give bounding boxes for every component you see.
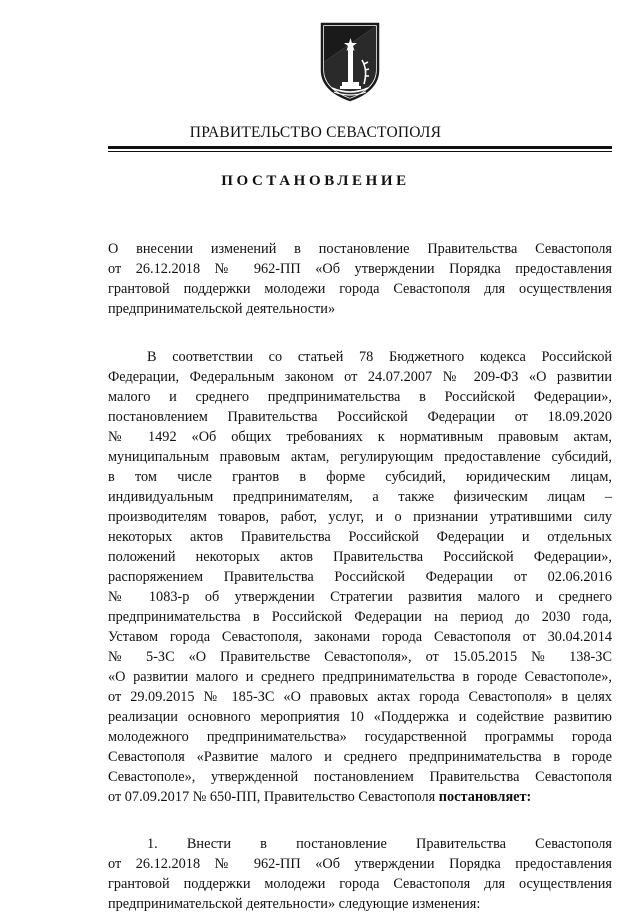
document-type: ПОСТАНОВЛЕНИЕ — [221, 173, 410, 189]
preamble-line: Федерации, Федеральным законом от 24.07.2007 № 209-ФЗ «О развитии — [108, 369, 612, 385]
preamble-line: постановлением Правительства Российской Федерации от 18.09.2020 — [108, 409, 612, 425]
preamble-line: № 1492 «Об общих требованиях к нормативным правовым актам, — [108, 429, 612, 445]
preamble-final-text: от 07.09.2017 № 650-ПП, Правительство Севастополя — [108, 789, 436, 805]
resolves-word: постановляет: — [438, 789, 532, 805]
preamble-final-line — [108, 787, 612, 807]
title-line: О внесении изменений в постановление Правительства Севастополя — [108, 241, 612, 257]
preamble-line: предпринимательства в Российской Федерации на период до 2030 года, — [108, 609, 612, 625]
preamble-line: Уставом города Севастополя, законами города Севастополя от 30.04.2014 — [108, 629, 612, 645]
preamble-line: реализации основного мероприятия 10 «Поддержка и содействие развитию — [108, 709, 612, 725]
preamble-line: индивидуальным предпринимателям, а также физическим лицам – — [108, 489, 612, 505]
preamble-line: в том числе грантов в форме субсидий, юридическим лицам, — [108, 469, 612, 485]
item-1-line: от 26.12.2018 № 962-ПП «Об утверждении Порядка предоставления — [108, 856, 612, 872]
preamble-line: муниципальным правовым актам, регулирующим предоставление субсидий, — [108, 449, 612, 465]
preamble-line: распоряжением Правительства Российской Федерации от 02.06.2016 — [108, 569, 612, 585]
preamble-line: положений некоторых актов Правительства Российской Федерации», — [108, 549, 612, 565]
preamble-line: Севастополе», утвержденной постановлением Правительства Севастополя — [108, 769, 612, 785]
item-1-line: 1. Внести в постановление Правительства Севастополя — [147, 836, 612, 852]
preamble-line: малого и среднего предпринимательства в Российской Федерации», — [108, 389, 612, 405]
preamble-line: Севастополя «Развитие малого и среднего предпринимательства в городе — [108, 749, 612, 765]
item-1-line: предпринимательской деятельности» следующие изменения: — [108, 896, 481, 912]
preamble-line: № 5-ЗС «О Правительстве Севастополя», от 15.05.2015 № 138-ЗС — [108, 649, 612, 665]
preamble-line: В соответствии со статьей 78 Бюджетного кодекса Российской — [147, 349, 612, 365]
title-line: грантовой поддержки молодежи города Севастополя для осуществления — [108, 281, 612, 297]
header-divider-thin — [108, 151, 612, 152]
preamble-line: № 1083-р об утверждении Стратегии развития малого и среднего — [108, 589, 612, 605]
preamble-line: молодежного предпринимательства» государственной программы города — [108, 729, 612, 745]
item-1-line: грантовой поддержки молодежи города Севастополя для осуществления — [108, 876, 612, 892]
preamble-line: производителям товаров, работ, услуг, и о признании утратившими силу — [108, 509, 612, 525]
preamble-line: от 29.09.2015 № 185-ЗС «О правовых актах города Севастополя» в целях — [108, 689, 612, 705]
coat-of-arms-icon — [318, 22, 382, 102]
title-line: от 26.12.2018 № 962-ПП «Об утверждении Порядка предоставления — [108, 261, 612, 277]
government-name: ПРАВИТЕЛЬСТВО СЕВАСТОПОЛЯ — [189, 124, 442, 141]
header-divider-thick — [108, 146, 612, 149]
preamble-line: «О развитии малого и среднего предпринимательства в городе Севастополе», — [108, 669, 612, 685]
preamble-line: некоторых актов Правительства Российской Федерации и отдельных — [108, 529, 612, 545]
title-line: предпринимательской деятельности» — [108, 301, 336, 317]
